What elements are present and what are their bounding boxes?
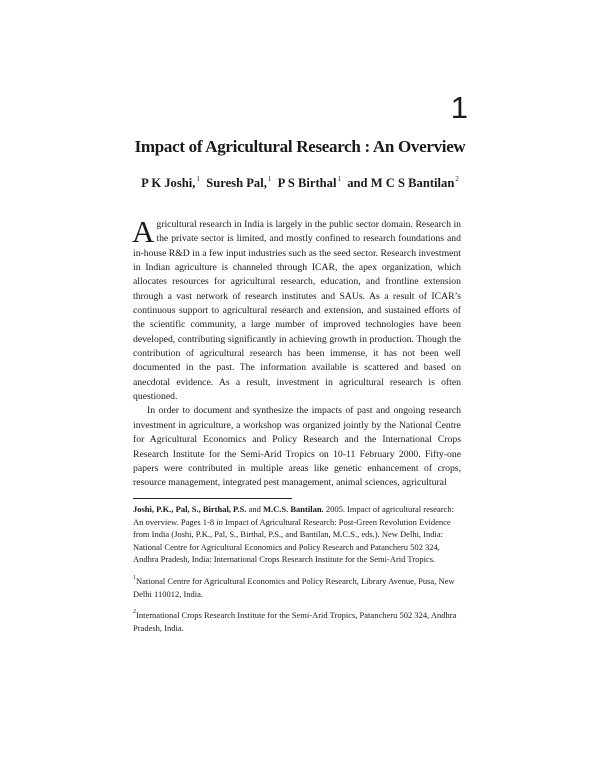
body-text	[132, 214, 461, 491]
citation: Joshi, P.K., Pal, S., Birthal, P.S. and M.C.S. Bantilan. 2005. Impact of agricultural research: An overview. Pages 1-8 in Impact of Agricultural Research: Post-Green Revolution Evidence from India (Joshi, P.K., Pal, S., Birthal, P.S., and Bantilan, M.C.S., eds.). New Delhi, India: National Centre for Agricultural Economics and Policy Research and Patancheru 502 324, Andhra Pradesh, India: International Crops Research Institute for the Semi-Arid Tropics.	[133, 504, 454, 565]
body-paragraph: Agricultural research in India is largely in the public sector domain. Research in the private sector is limited, and mostly confined to research foundations and in-house R&D in a few input industries such as the seed sector. Research investment in Indian agriculture is channeled through ICAR, the apex organization, which allocates resources for agricultural research, education, and frontline extension through a vast network of research institutes and SAUs. As a result of ICAR’s continuous support to agricultural research and extension, and sustained efforts of the scientific community, a large number of improved technologies have been developed, contributing significantly in achieving growth in production. Though the contribution of agricultural research has been immense, it has not been well documented in the past. The information available is scattered and based on anecdotal evidence. As a result, investment in agricultural research is often questioned.	[132, 214, 461, 403]
affiliation-mark: 1	[337, 175, 341, 183]
affiliation-mark: 1	[267, 175, 272, 183]
author-name: Suresh Pal,	[206, 176, 267, 190]
footnote-2: $^2$International Crops Research Institute for the Semi-Arid Tropics, Patancheru 502 324, Andhra Pradesh, India.	[133, 609, 457, 633]
footnote-1: $^1$National Centre for Agricultural Economics and Policy Research, Library Avenue, Pusa, New Delhi 110012, India.	[133, 574, 455, 599]
citation-authors: Joshi, P.K., Pal, S., Birthal, P.S.	[133, 504, 247, 514]
footnote-divider	[133, 498, 292, 499]
affiliation-mark: 1	[196, 175, 200, 183]
body-paragraph: In order to document and synthesize the impacts of past and ongoing research investment in agriculture, a workshop was organized jointly by the National Centre for Agricultural Economics and Policy Research and the International Crops Research Institute for the Semi-Arid Tropics on 10-11 February 2000. Fifty-one papers were contributed in multiple areas like genetic enhancement of crops, resource management, integrated pest management, animal sciences, agricultural	[133, 405, 461, 489]
author-name: and M C S Bantilan	[347, 176, 455, 190]
footnotes	[133, 503, 461, 634]
author-list	[0, 175, 600, 191]
affiliation-mark: 2	[455, 175, 459, 183]
citation-year: 2005.	[325, 504, 345, 514]
author-name: P S Birthal	[277, 176, 337, 190]
author-name: P K Joshi,	[141, 176, 196, 190]
chapter-title: Impact of Agricultural Research : An Overview	[134, 137, 466, 156]
citation-last-author: M.C.S. Bantilan.	[262, 504, 324, 514]
chapter-number: 1	[450, 90, 468, 125]
